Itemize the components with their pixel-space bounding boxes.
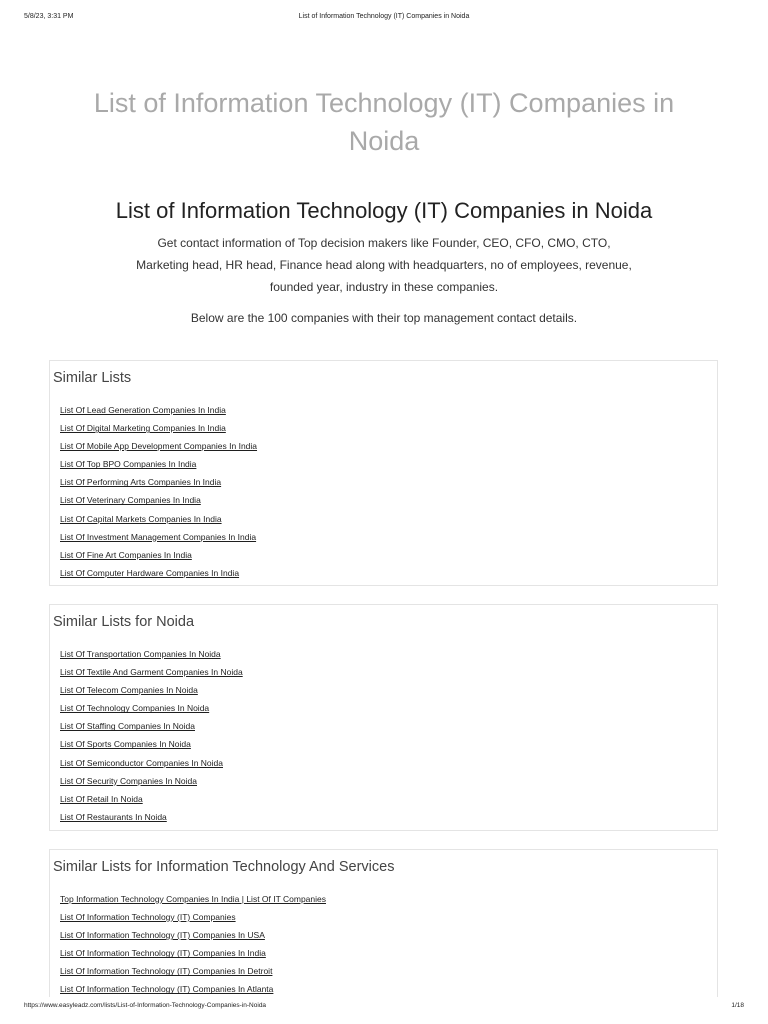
- print-footer: [24, 1000, 744, 1012]
- noida-list-link[interactable]: List Of Sports Companies In Noida: [60, 739, 191, 750]
- list-item: [60, 926, 326, 944]
- list-item: [60, 401, 257, 419]
- panel-title: Similar Lists: [53, 370, 132, 386]
- list-item: [60, 754, 243, 772]
- list-item: [60, 890, 326, 908]
- intro-line: Get contact information of Top decision makers like Founder, CEO, CFO, CMO, CTO,: [157, 236, 611, 250]
- list-item: [60, 681, 243, 699]
- list-item: [60, 808, 243, 826]
- print-url: https://www.easyleadz.com/lists/List-of-Information-Technology-Companies-in-Noida: [24, 1002, 267, 1009]
- it-list-link[interactable]: List Of Information Technology (IT) Companies In Atlanta: [60, 984, 274, 995]
- noida-list-link[interactable]: List Of Retail In Noida: [60, 793, 143, 804]
- noida-list-link[interactable]: List Of Security Companies In Noida: [60, 775, 198, 786]
- print-page-number: 1/18: [731, 1002, 744, 1009]
- panel-title: Similar Lists for Noida: [53, 614, 195, 630]
- list-item: [60, 772, 243, 790]
- main-heading: List of Information Technology (IT) Companies in Noida: [115, 198, 653, 223]
- similar-list-link[interactable]: List Of Digital Marketing Companies In India: [60, 423, 226, 434]
- it-list-link[interactable]: List Of Information Technology (IT) Companies: [60, 912, 236, 923]
- list-item: [60, 962, 326, 980]
- noida-list-link[interactable]: List Of Restaurants In Noida: [60, 811, 167, 822]
- list-item: [60, 790, 243, 808]
- list-item: [60, 735, 243, 753]
- it-list-link[interactable]: List Of Information Technology (IT) Companies In India: [60, 948, 266, 959]
- list-item: [60, 564, 257, 582]
- list-item: [60, 473, 257, 491]
- similar-list-link[interactable]: List Of Lead Generation Companies In India: [60, 405, 226, 415]
- panel-title: Similar Lists for Information Technology And Services: [53, 859, 395, 875]
- similar-lists-it-panel: [49, 849, 718, 997]
- noida-list-link[interactable]: List Of Semiconductor Companies In Noida: [60, 757, 223, 768]
- link-list: [60, 890, 326, 999]
- list-item: [60, 419, 257, 437]
- similar-list-link[interactable]: List Of Fine Art Companies In India: [60, 549, 192, 560]
- page-title: List of Information Technology (IT) Companies in Noida: [93, 88, 675, 156]
- print-header: [24, 11, 744, 23]
- intro-line: Marketing head, HR head, Finance head along with headquarters, no of employees, revenue,: [136, 258, 632, 272]
- list-item: [60, 699, 243, 717]
- it-list-link[interactable]: List Of Information Technology (IT) Companies In Detroit: [60, 966, 273, 977]
- link-list: [60, 645, 243, 826]
- noida-list-link[interactable]: List Of Technology Companies In Noida: [60, 703, 210, 714]
- it-list-link[interactable]: Top Information Technology Companies In India | List Of IT Companies: [60, 894, 327, 904]
- noida-list-link[interactable]: List Of Telecom Companies In Noida: [60, 685, 198, 696]
- print-datetime: 5/8/23, 3:31 PM: [24, 13, 74, 20]
- list-item: [60, 546, 257, 564]
- similar-lists-noida-panel: [49, 604, 718, 831]
- noida-list-link[interactable]: List Of Staffing Companies In Noida: [60, 721, 195, 732]
- company-count-text: Below are the 100 companies with their top management contact details.: [190, 311, 578, 325]
- list-item: [60, 717, 243, 735]
- list-item: [60, 491, 257, 509]
- noida-list-link[interactable]: List Of Transportation Companies In Noida: [60, 649, 221, 659]
- list-item: [60, 944, 326, 962]
- list-item: [60, 528, 257, 546]
- list-item: [60, 980, 326, 998]
- list-item: [60, 455, 257, 473]
- intro-text: [100, 232, 668, 298]
- similar-list-link[interactable]: List Of Computer Hardware Companies In India: [60, 567, 240, 578]
- similar-list-link[interactable]: List Of Top BPO Companies In India: [60, 459, 197, 470]
- list-item: [60, 510, 257, 528]
- similar-list-link[interactable]: List Of Investment Management Companies In India: [60, 531, 257, 542]
- intro-line: founded year, industry in these companies.: [269, 280, 499, 294]
- similar-list-link[interactable]: List Of Capital Markets Companies In India: [60, 513, 222, 524]
- list-item: [60, 908, 326, 926]
- list-item: [60, 663, 243, 681]
- it-list-link[interactable]: List Of Information Technology (IT) Companies In USA: [60, 930, 265, 941]
- similar-list-link[interactable]: List Of Performing Arts Companies In India: [60, 477, 222, 488]
- link-list: [60, 401, 257, 582]
- list-item: [60, 645, 243, 663]
- similar-lists-panel: [49, 360, 718, 586]
- similar-list-link[interactable]: List Of Mobile App Development Companies In India: [60, 441, 258, 452]
- similar-list-link[interactable]: List Of Veterinary Companies In India: [60, 495, 201, 506]
- print-document-title: List of Information Technology (IT) Companies in Noida: [298, 13, 470, 20]
- noida-list-link[interactable]: List Of Textile And Garment Companies In Noida: [60, 667, 243, 678]
- list-item: [60, 437, 257, 455]
